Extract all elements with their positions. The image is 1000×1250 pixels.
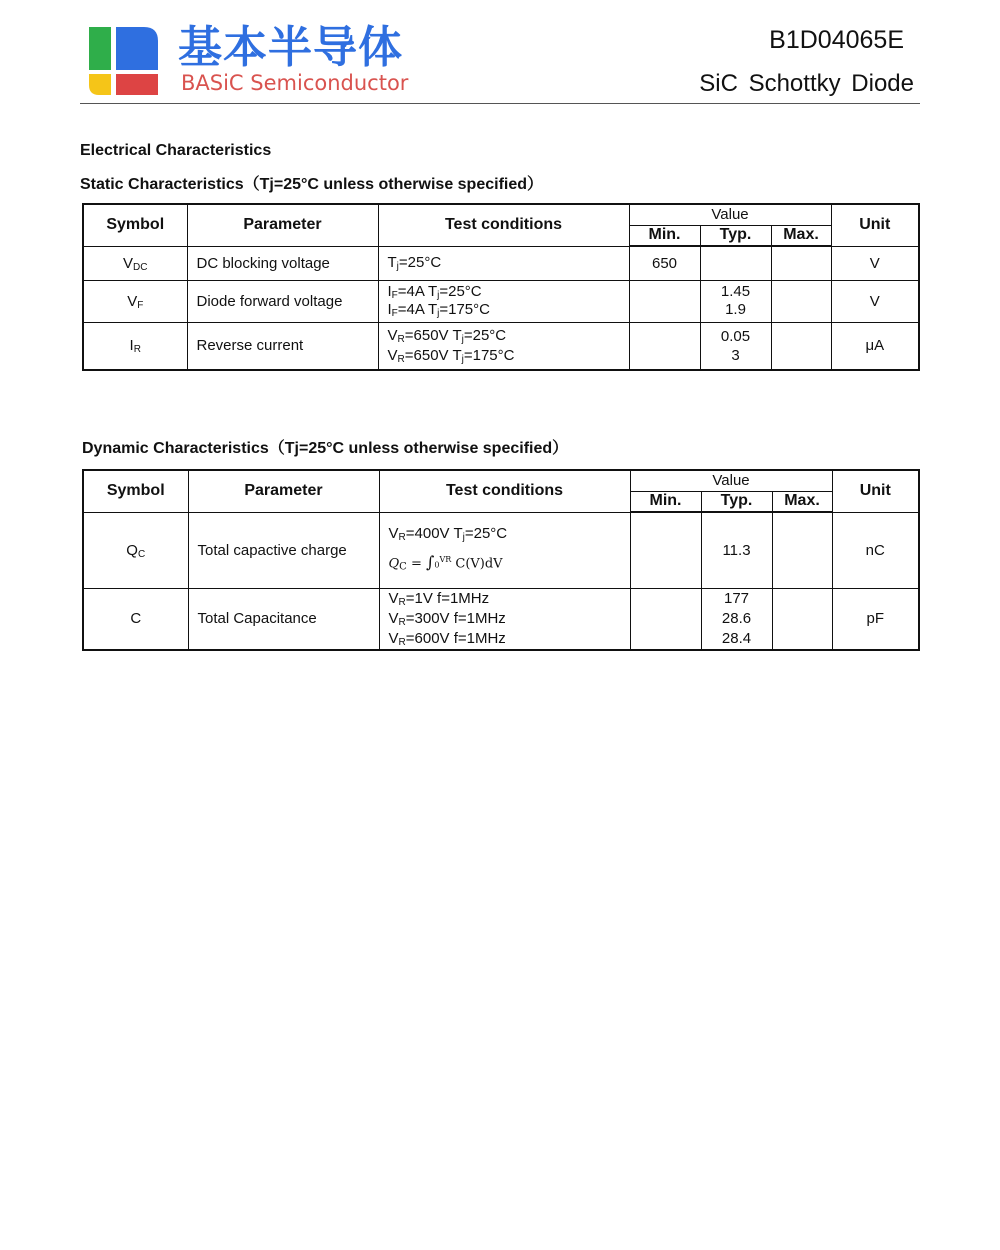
header-test-conditions: Test conditions bbox=[379, 470, 630, 512]
parameter-cell: Diode forward voltage bbox=[187, 280, 378, 322]
header-parameter: Parameter bbox=[187, 204, 378, 246]
symbol-cell: C bbox=[83, 588, 188, 650]
conditions-cell: $I_F=4A$ $T_j=25^\circ C$ $I_F=4A$ $T_j=175^\circ C$ bbox=[378, 280, 629, 322]
part-number: B1D04065E bbox=[769, 26, 904, 54]
header-divider bbox=[80, 103, 920, 104]
header-typ: Typ. bbox=[700, 225, 771, 246]
static-characteristics-table bbox=[82, 203, 920, 371]
header-unit: Unit bbox=[832, 470, 919, 512]
table-row bbox=[83, 512, 919, 588]
typ-cell: 0.05 3 bbox=[700, 322, 771, 370]
conditions-cell: $T_j=25^\circ C$ bbox=[378, 246, 629, 280]
symbol-cell: $I_R$ bbox=[83, 322, 187, 370]
max-cell bbox=[771, 322, 831, 370]
min-cell bbox=[629, 322, 700, 370]
typ-cell: 1.45 1.9 bbox=[700, 280, 771, 322]
header-value: Value bbox=[629, 204, 831, 225]
unit-cell: μA bbox=[831, 322, 919, 370]
min-cell bbox=[629, 280, 700, 322]
header-symbol: Symbol bbox=[83, 470, 188, 512]
symbol-cell: $V_{DC}$ bbox=[83, 246, 187, 280]
header-min: Min. bbox=[630, 491, 701, 512]
min-cell bbox=[630, 512, 701, 588]
typ-cell: 177 28.6 28.4 bbox=[701, 588, 772, 650]
static-characteristics-title: Static Characteristics（Tj=25°C unless otherwise specified） bbox=[80, 176, 544, 193]
unit-cell: pF bbox=[832, 588, 919, 650]
table-row bbox=[83, 322, 919, 370]
parameter-cell: Reverse current bbox=[187, 322, 378, 370]
header-typ: Typ. bbox=[701, 491, 772, 512]
table-row bbox=[83, 280, 919, 322]
header-symbol: Symbol bbox=[83, 204, 187, 246]
typ-cell: 11.3 bbox=[701, 512, 772, 588]
table-row bbox=[83, 588, 919, 650]
max-cell bbox=[771, 246, 831, 280]
min-cell bbox=[630, 588, 701, 650]
conditions-cell: $V_R=650V$ $T_j=25^\circ C$ $V_R=650V$ $T_j=175^\circ C$ bbox=[378, 322, 629, 370]
header-value: Value bbox=[630, 470, 832, 491]
charge-integral-formula: $Q_C = \int 0^{VR}$ C(V)dV bbox=[388, 552, 503, 573]
unit-cell: V bbox=[831, 246, 919, 280]
max-cell bbox=[772, 588, 832, 650]
typ-cell bbox=[700, 246, 771, 280]
dynamic-characteristics-table bbox=[82, 469, 920, 651]
header-unit: Unit bbox=[831, 204, 919, 246]
conditions-cell: $V_R=1V$ f=1MHz $V_R=300V$ f=1MHz $V_R=600V$ f=1MHz bbox=[379, 588, 630, 650]
unit-cell: V bbox=[831, 280, 919, 322]
dynamic-characteristics-title: Dynamic Characteristics（Tj=25°C unless otherwise specified） bbox=[82, 440, 569, 457]
section-title: Electrical Characteristics bbox=[80, 142, 272, 159]
company-name-chinese: 基本半导体 bbox=[178, 22, 403, 73]
company-name-english: BASiC Semiconductor bbox=[181, 71, 409, 95]
parameter-cell: Total capactive charge bbox=[188, 512, 379, 588]
parameter-cell: DC blocking voltage bbox=[187, 246, 378, 280]
header-min: Min. bbox=[629, 225, 700, 246]
max-cell bbox=[772, 512, 832, 588]
product-type: SiC Schottky Diode bbox=[699, 70, 914, 97]
header-test-conditions: Test conditions bbox=[378, 204, 629, 246]
symbol-cell: $V_F$ bbox=[83, 280, 187, 322]
table-row bbox=[83, 246, 919, 280]
company-logo-icon bbox=[89, 27, 158, 95]
header-parameter: Parameter bbox=[188, 470, 379, 512]
conditions-cell: $V_R=400V$ $T_j=25^\circ C$ $Q_C = \int 0^{VR}$ C(V)dV bbox=[379, 512, 630, 588]
unit-cell: nC bbox=[832, 512, 919, 588]
parameter-cell: Total Capacitance bbox=[188, 588, 379, 650]
max-cell bbox=[771, 280, 831, 322]
symbol-cell: $Q_C$ bbox=[83, 512, 188, 588]
header-max: Max. bbox=[771, 225, 831, 246]
min-cell: 650 bbox=[629, 246, 700, 280]
header-max: Max. bbox=[772, 491, 832, 512]
